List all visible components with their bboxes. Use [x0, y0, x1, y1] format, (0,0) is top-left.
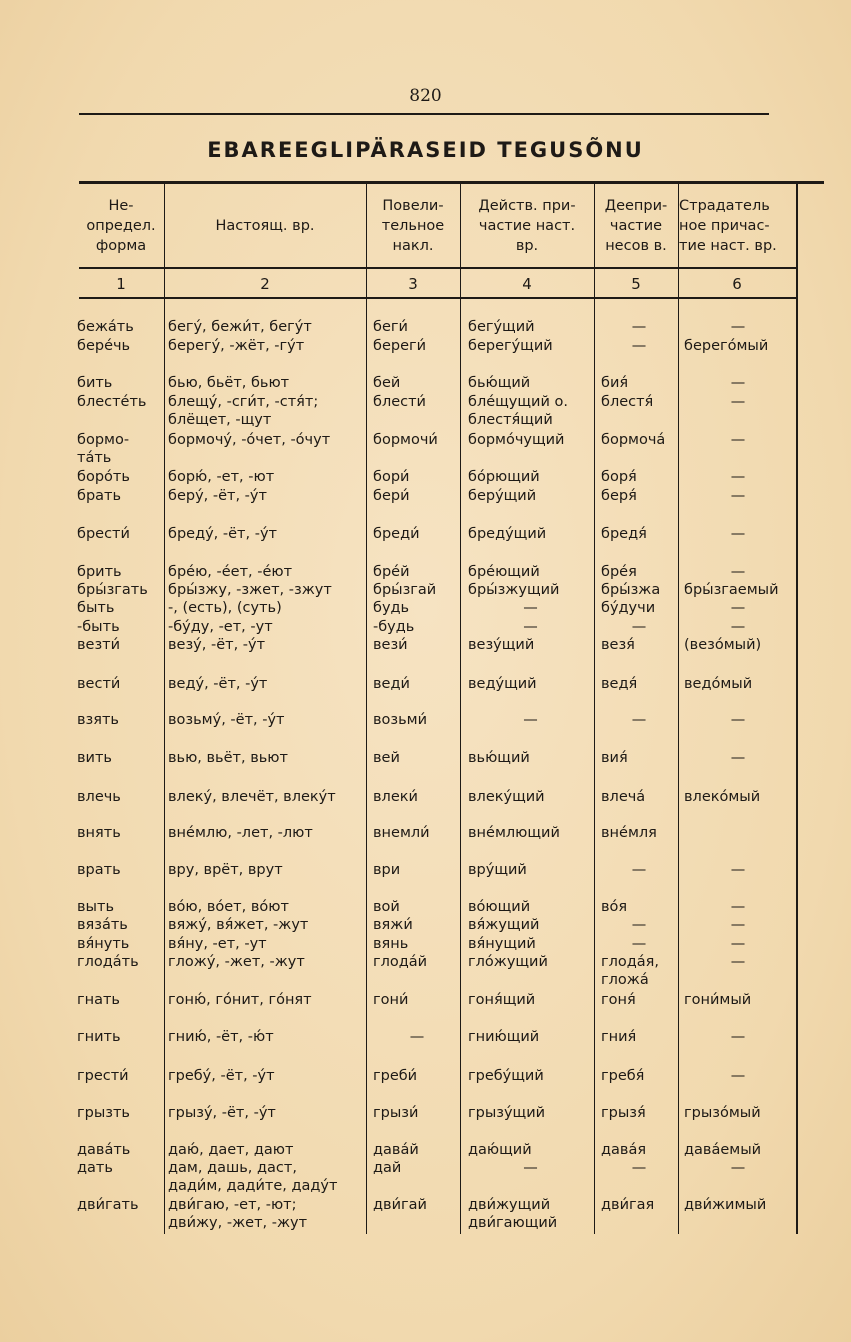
table-cell-col3: беги́	[373, 319, 408, 335]
table-cell-col2: борю́, -ет, -ют	[168, 469, 275, 485]
table-cell-col4: вью́щий	[468, 750, 530, 766]
table-cell-col1: блесте́ть	[77, 394, 147, 410]
table-cell-col4: гнию́щий	[468, 1029, 540, 1045]
table-cell-col4: берегу́щий	[468, 338, 553, 354]
table-cell-col5: —	[631, 936, 647, 952]
table-cell-col4: —	[523, 600, 538, 616]
table-cell-col5: во́я	[601, 899, 628, 915]
table-cell-col6: —	[730, 936, 746, 952]
table-cell-col1: грести́	[77, 1068, 129, 1084]
table-cell-col3: береги́	[373, 338, 427, 354]
table-cell-col2: возьму́, -ёт, -у́т	[168, 712, 285, 728]
table-cell-col6: (везо́мый)	[684, 637, 762, 653]
table-top-border	[79, 181, 824, 184]
table-cell-col2: гоню́, го́нит, го́нят	[168, 992, 312, 1008]
table-cell-col4: бегу́щий	[468, 319, 535, 335]
table-cell-col2: бью, бьёт, бьют	[168, 375, 290, 391]
table-cell-col3: бормочи́	[373, 432, 438, 448]
table-cell-col6: —	[730, 750, 746, 766]
table-cell-col3: будь	[373, 600, 410, 616]
table-cell-col2: вне́млю, -лет, -лют	[168, 825, 313, 841]
table-cell-col2: гложу́, -жет, -жут	[168, 954, 305, 970]
table-cell-col6: дава́емый	[684, 1142, 762, 1158]
column-header-3: Повели- тельное накл.	[381, 198, 445, 254]
table-cell-col4: вя́жущий	[468, 917, 540, 933]
table-cell-col1: брести́	[77, 526, 130, 542]
table-cell-col1: вести́	[77, 676, 121, 692]
table-cell-col2: гнию́, -ёт, -ю́т	[168, 1029, 274, 1045]
number-row-divider	[79, 297, 797, 299]
table-cell-col1: гнать	[77, 992, 120, 1008]
table-cell-col2: -бу́ду, -ет, -ут	[168, 619, 273, 635]
table-cell-col6: —	[730, 1160, 746, 1176]
table-cell-col3: вой	[373, 899, 400, 915]
table-cell-col4: даю́щий	[468, 1142, 532, 1158]
table-cell-col6: бры́згаемый	[684, 582, 779, 598]
table-cell-col5: —	[631, 862, 647, 878]
table-cell-col6: —	[730, 1068, 746, 1084]
table-cell-col2: дви́гаю, -ет, -ют; дви́жу, -жет, -жут	[168, 1197, 308, 1231]
table-cell-col5: грызя́	[601, 1105, 646, 1121]
table-cell-col6: грызо́мый	[684, 1105, 761, 1121]
table-cell-col5: —	[631, 712, 647, 728]
table-cell-col5: глода́я, гложа́	[601, 954, 659, 988]
table-cell-col3: бры́згай	[373, 582, 437, 598]
table-cell-col2: бры́зжу, -зжет, -зжут	[168, 582, 332, 598]
table-cell-col6: —	[730, 619, 746, 635]
table-cell-col4: гоня́щий	[468, 992, 536, 1008]
column-number-1: 1	[116, 275, 126, 293]
column-header-6: Страдатель ное причас- тие наст. вр.	[679, 198, 777, 254]
table-cell-col1: бере́чь	[77, 338, 131, 354]
table-cell-col6: гони́мый	[684, 992, 752, 1008]
table-cell-col6: —	[730, 394, 746, 410]
table-cell-col1: вя́нуть	[77, 936, 130, 952]
table-cell-col4: беру́щий	[468, 488, 537, 504]
table-cell-col3: дава́й	[373, 1142, 419, 1158]
table-cell-col4: —	[523, 619, 538, 635]
table-cell-col3: блести́	[373, 394, 426, 410]
table-cell-col3: —	[409, 1029, 425, 1045]
table-cell-col4: во́ющий	[468, 899, 531, 915]
column-number-4: 4	[522, 275, 532, 293]
table-cell-col5: бу́дучи	[601, 600, 656, 616]
table-cell-col6: —	[730, 600, 746, 616]
table-cell-col5: дви́гая	[601, 1197, 655, 1213]
table-cell-col1: бормо- та́ть	[77, 432, 130, 466]
table-cell-col3: бей	[373, 375, 401, 391]
table-cell-col2: блещу́, -сги́т, -стя́т; блёщет, -щут	[168, 394, 319, 428]
table-cell-col1: бры́згать	[77, 582, 148, 598]
table-cell-col3: греби́	[373, 1068, 418, 1084]
table-cell-col1: вить	[77, 750, 112, 766]
table-cell-col2: берегу́, -жёт, -гу́т	[168, 338, 305, 354]
table-cell-col5: бормоча́	[601, 432, 666, 448]
page-number: 820	[409, 86, 442, 106]
table-cell-col1: врать	[77, 862, 121, 878]
table-cell-col1: дви́гать	[77, 1197, 139, 1213]
table-cell-col2: веду́, -ёт, -у́т	[168, 676, 268, 692]
header-divider	[79, 267, 797, 269]
table-cell-col1: -быть	[77, 619, 120, 635]
table-cell-col2: везу́, -ёт, -у́т	[168, 637, 266, 653]
column-divider	[366, 184, 367, 1234]
table-cell-col2: влеку́, влечёт, влеку́т	[168, 789, 336, 805]
table-cell-col5: —	[631, 619, 647, 635]
table-cell-col2: даю́, дает, дают	[168, 1142, 294, 1158]
table-cell-col2: гребу́, -ёт, -у́т	[168, 1068, 275, 1084]
column-divider	[164, 184, 165, 1234]
table-cell-col6: —	[730, 319, 746, 335]
column-divider	[678, 184, 679, 1234]
table-cell-col5: —	[631, 319, 647, 335]
table-cell-col6: ведо́мый	[684, 676, 753, 692]
table-cell-col5: ведя́	[601, 676, 638, 692]
table-cell-col6: дви́жимый	[684, 1197, 767, 1213]
table-cell-col2: бормочу́, -о́чет, -о́чут	[168, 432, 331, 448]
table-cell-col5: влеча́	[601, 789, 646, 805]
table-cell-col3: дай	[373, 1160, 402, 1176]
table-cell-col5: —	[631, 917, 647, 933]
table-cell-col2: -, (есть), (суть)	[168, 600, 282, 616]
table-cell-col4: бормо́чущий	[468, 432, 565, 448]
table-cell-col4: —	[523, 712, 538, 728]
table-cell-col4: вне́млющий	[468, 825, 560, 841]
table-cell-col3: вей	[373, 750, 400, 766]
table-cell-col5: гребя́	[601, 1068, 645, 1084]
table-cell-col1: бить	[77, 375, 113, 391]
table-cell-col6: —	[730, 432, 746, 448]
table-cell-col2: во́ю, во́ет, во́ют	[168, 899, 289, 915]
table-cell-col1: глода́ть	[77, 954, 139, 970]
table-cell-col6: влеко́мый	[684, 789, 761, 805]
table-cell-col3: веди́	[373, 676, 410, 692]
column-number-2: 2	[260, 275, 270, 293]
column-header-1: Не- определ. форма	[86, 198, 156, 254]
table-cell-col1: выть	[77, 899, 114, 915]
table-cell-col4: влеку́щий	[468, 789, 545, 805]
table-cell-col2: вя́ну, -ет, -ут	[168, 936, 267, 952]
table-cell-col5: бры́зжа	[601, 582, 661, 598]
top-rule	[79, 113, 769, 115]
table-cell-col3: дви́гай	[373, 1197, 427, 1213]
column-header-2: Настоящ. вр.	[215, 218, 315, 234]
table-cell-col1: взять	[77, 712, 119, 728]
table-cell-col3: вянь	[373, 936, 409, 952]
table-cell-col4: вру́щий	[468, 862, 527, 878]
table-cell-col2: бре́ю, -е́ет, -е́ют	[168, 564, 293, 580]
table-cell-col3: бре́й	[373, 564, 410, 580]
table-cell-col5: вия́	[601, 750, 628, 766]
table-cell-col4: веду́щий	[468, 676, 537, 692]
table-cell-col4: бью́щий	[468, 375, 531, 391]
table-cell-col3: внемли́	[373, 825, 430, 841]
table-cell-col2: бреду́, -ёт, -у́т	[168, 526, 277, 542]
table-cell-col4: вя́нущий	[468, 936, 536, 952]
table-cell-col2: вяжу́, вя́жет, -жут	[168, 917, 309, 933]
table-cell-col1: дать	[77, 1160, 113, 1176]
table-cell-col5: беря́	[601, 488, 637, 504]
table-cell-col3: бери́	[373, 488, 410, 504]
table-cell-col2: бегу́, бежи́т, бегу́т	[168, 319, 312, 335]
table-cell-col5: вне́мля	[601, 825, 657, 841]
table-cell-col4: бо́рющий	[468, 469, 540, 485]
table-cell-col6: —	[730, 712, 746, 728]
table-cell-col1: гнить	[77, 1029, 121, 1045]
table-cell-col2: вру, врёт, врут	[168, 862, 283, 878]
table-cell-col2: беру́, -ёт, -у́т	[168, 488, 267, 504]
table-cell-col6: —	[730, 899, 746, 915]
table-cell-col5: —	[631, 1160, 647, 1176]
table-cell-col3: вяжи́	[373, 917, 413, 933]
table-cell-col5: гния́	[601, 1029, 637, 1045]
table-cell-col1: внять	[77, 825, 121, 841]
table-cell-col3: бори́	[373, 469, 410, 485]
table-cell-col6: —	[730, 917, 746, 933]
table-cell-col3: глода́й	[373, 954, 428, 970]
table-cell-col1: боро́ть	[77, 469, 130, 485]
column-number-3: 3	[408, 275, 418, 293]
table-cell-col6: —	[730, 488, 746, 504]
table-cell-col3: ври	[373, 862, 401, 878]
table-cell-col5: гоня́	[601, 992, 636, 1008]
table-cell-col3: грызи́	[373, 1105, 419, 1121]
table-cell-col1: быть	[77, 600, 115, 616]
table-cell-col5: бре́я	[601, 564, 637, 580]
table-cell-col1: влечь	[77, 789, 121, 805]
table-cell-col3: гони́	[373, 992, 409, 1008]
table-cell-col6: берего́мый	[684, 338, 769, 354]
table-cell-col5: везя́	[601, 637, 635, 653]
table-cell-col4: везу́щий	[468, 637, 535, 653]
table-cell-col1: брить	[77, 564, 122, 580]
table-cell-col6: —	[730, 954, 746, 970]
table-cell-col4: грызу́щий	[468, 1105, 546, 1121]
page-title: EBAREEGLIPÄRASEID TEGUSÕNU	[207, 138, 644, 162]
table-cell-col6: —	[730, 526, 746, 542]
table-cell-col6: —	[730, 375, 746, 391]
table-cell-col2: грызу́, -ёт, -у́т	[168, 1105, 276, 1121]
table-cell-col3: бреди́	[373, 526, 420, 542]
table-cell-col5: блестя́	[601, 394, 654, 410]
column-number-6: 6	[732, 275, 742, 293]
table-right-border	[796, 184, 798, 1234]
table-cell-col4: бреду́щий	[468, 526, 547, 542]
table-cell-col1: дава́ть	[77, 1142, 131, 1158]
table-cell-col1: вяза́ть	[77, 917, 128, 933]
table-cell-col1: брать	[77, 488, 122, 504]
table-cell-col3: влеки́	[373, 789, 418, 805]
table-cell-col6: —	[730, 862, 746, 878]
table-cell-col4: гло́жущий	[468, 954, 548, 970]
table-cell-col3: -будь	[373, 619, 415, 635]
table-cell-col4: —	[523, 1160, 538, 1176]
table-cell-col4: гребу́щий	[468, 1068, 544, 1084]
table-cell-col1: бежа́ть	[77, 319, 134, 335]
table-cell-col2: вью, вьёт, вьют	[168, 750, 288, 766]
column-header-5: Деепри- частие несов в.	[604, 198, 668, 254]
table-cell-col1: грызть	[77, 1105, 130, 1121]
table-cell-col3: вези́	[373, 637, 408, 653]
table-cell-col4: дви́жущий дви́гающий	[468, 1197, 558, 1231]
column-divider	[594, 184, 595, 1234]
table-cell-col6: —	[730, 469, 746, 485]
table-cell-col6: —	[730, 1029, 746, 1045]
table-cell-col5: бия́	[601, 375, 629, 391]
table-cell-col1: везти́	[77, 637, 121, 653]
table-cell-col6: —	[730, 564, 746, 580]
table-cell-col2: дам, дашь, даст, дади́м, дади́те, даду́т	[168, 1160, 338, 1194]
column-number-5: 5	[631, 275, 641, 293]
table-cell-col5: бредя́	[601, 526, 647, 542]
table-cell-col3: возьми́	[373, 712, 428, 728]
table-cell-col5: —	[631, 338, 647, 354]
table-cell-col4: бле́щущий о. блестя́щий	[468, 394, 568, 428]
column-header-4: Действ. при- частие наст. вр.	[478, 198, 576, 254]
table-cell-col4: бры́зжущий	[468, 582, 560, 598]
table-cell-col4: бре́ющий	[468, 564, 540, 580]
table-cell-col5: дава́я	[601, 1142, 647, 1158]
table-cell-col5: боря́	[601, 469, 637, 485]
